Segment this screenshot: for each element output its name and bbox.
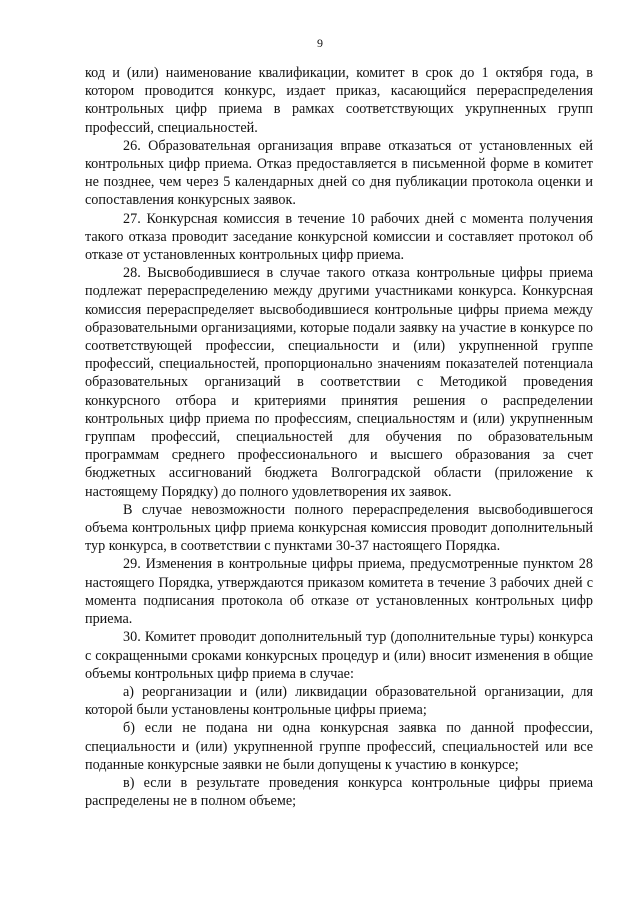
paragraph-continuation: код и (или) наименование квалификации, комитет в срок до 1 октября года, в котором проводится конкурс, издает приказ, касающийся перераспределения контрольных цифр приема в рамках соответствующих укрупненных групп профессий, специальностей. xyxy=(85,65,593,136)
document-body xyxy=(85,64,593,810)
paragraph-item-26: 26. Образовательная организация вправе отказаться от установленных ей контрольных цифр приема. Отказ предоставляется в письменной форме в комитет не позднее, чем через 5 календарных дней со дня публикации протокола оценки и сопоставления конкурсных заявок. xyxy=(85,137,593,209)
page-number: 9 xyxy=(317,36,323,50)
paragraph-item-30: 30. Комитет проводит дополнительный тур (дополнительные туры) конкурса с сокращенными сроками конкурсных процедур и (или) вносит изменения в общие объемы контрольных цифр приема в случае: xyxy=(85,629,593,682)
paragraph-item-28: 28. Высвободившиеся в случае такого отказа контрольные цифры приема подлежат перераспределению между другими участниками конкурса. Конкурсная комиссия перераспределяет высвободившиеся контрольные цифры приема между образовательными организациями, которые подали заявку на участие в конкурсе по соответствующей профессии, специальности и (или) укрупненной группе профессий, специальностей, пропорционально значениям показателей потенциала образовательных организаций в соответствии с Методикой проведения конкурсного отбора и критериями принятия решения о распределении контрольных цифр приема по профессиям, специальностям и (или) укрупненным группам профессий, специальностей для обучения по образовательным программам среднего профессионального и высшего образования за счет бюджетных ассигнований бюджета Волгоградской области (приложение к настоящему Порядку) до полного удовлетворения их заявок. xyxy=(85,265,593,500)
paragraph-subitem-a: а) реорганизации и (или) ликвидации образовательной организации, для которой были установлены контрольные цифры приема; xyxy=(85,683,593,719)
paragraph-subitem-b: б) если не подана ни одна конкурсная заявка по данной профессии, специальности и (или) укрупненной группе профессий, специальностей или все поданные конкурсные заявки не были допущены к участию в конкурсе; xyxy=(85,720,593,773)
paragraph-item-28-additional: В случае невозможности полного перераспределения высвободившегося объема контрольных цифр приема конкурсная комиссия проводит дополнительный тур конкурса, в соответствии с пунктами 30-37 настоящего Порядка. xyxy=(85,501,593,555)
paragraph-subitem-v: в) если в результате проведения конкурса контрольные цифры приема распределены не в полном объеме; xyxy=(85,774,593,810)
paragraph-item-29: 29. Изменения в контрольные цифры приема, предусмотренные пунктом 28 настоящего Порядка, утверждаются приказом комитета в течение 3 рабочих дней с момента подписания протокола об отказе от установленных контрольных цифр приема. xyxy=(85,556,593,628)
paragraph-item-27: 27. Конкурсная комиссия в течение 10 рабочих дней с момента получения такого отказа проводит заседание конкурсной комиссии и составляет протокол об отказе от установленных контрольных цифр приема. xyxy=(85,210,593,264)
